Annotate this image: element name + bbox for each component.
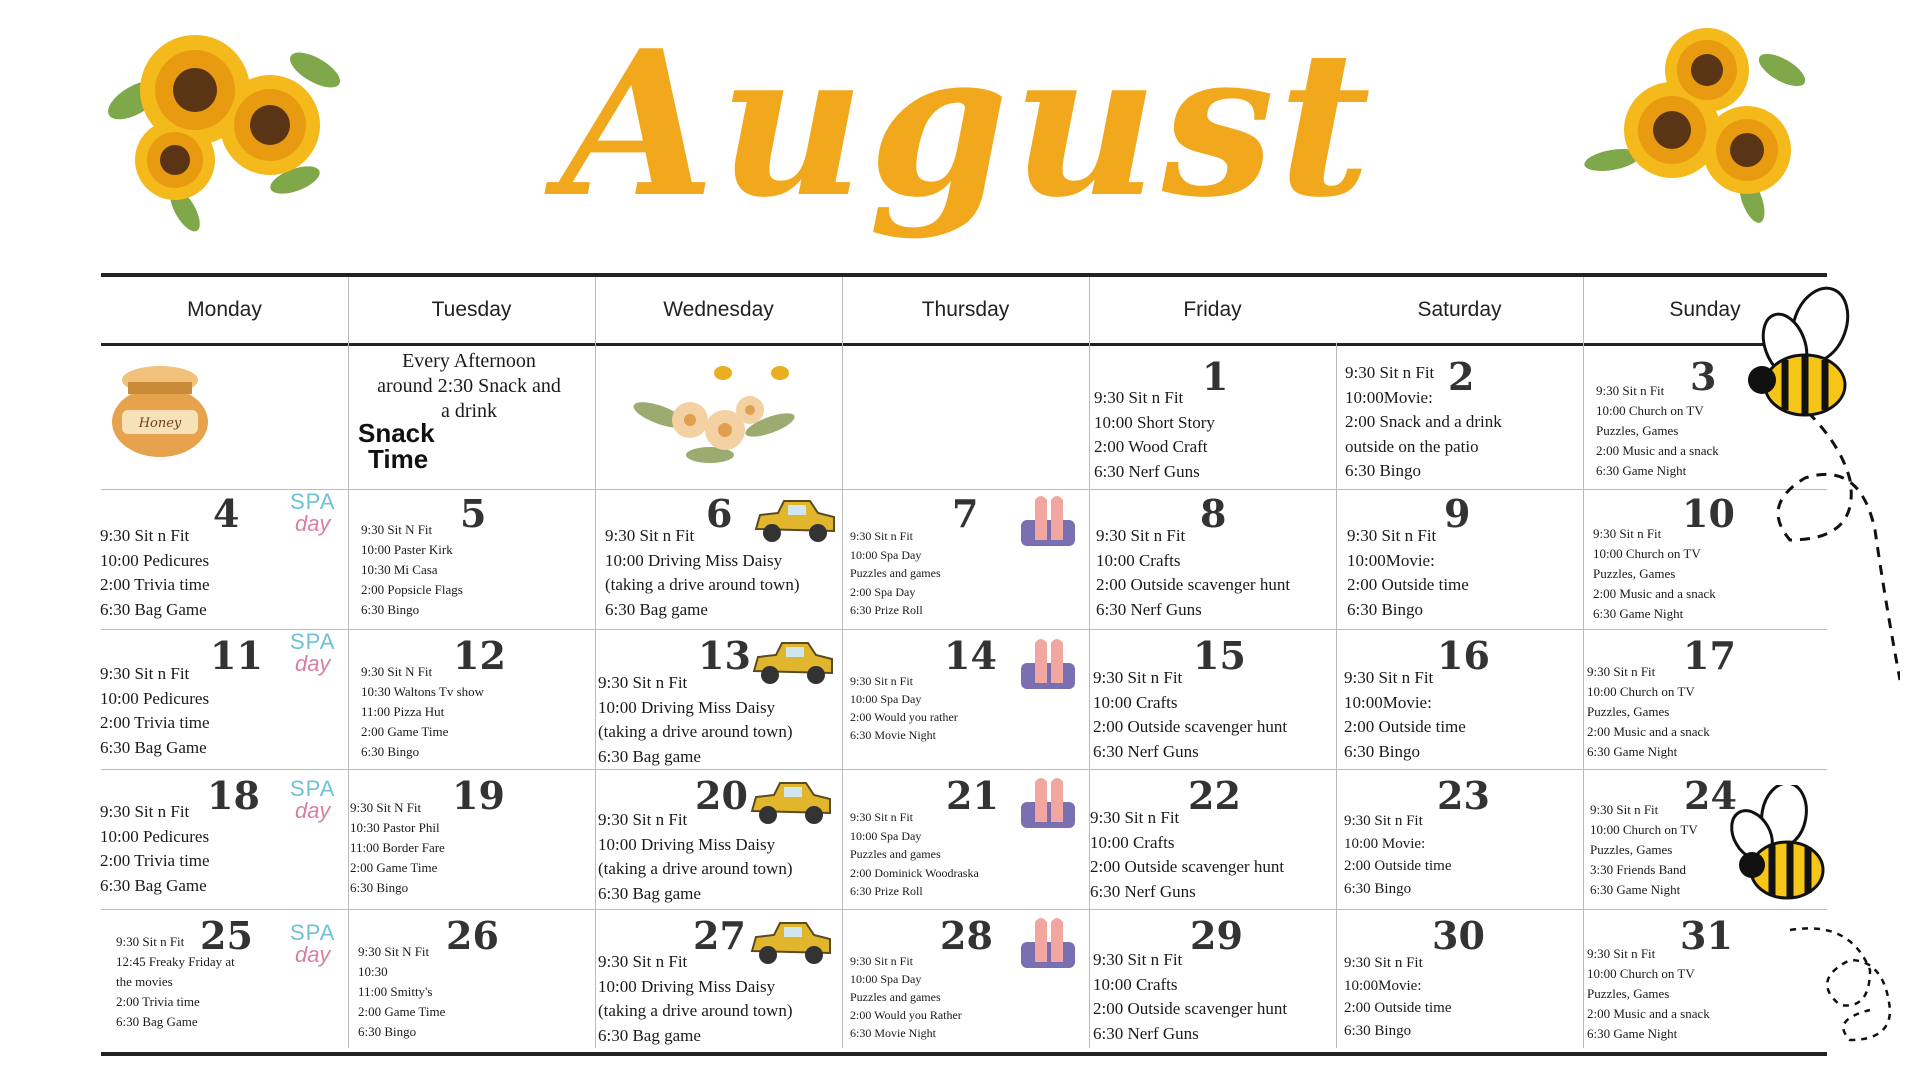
event-line: 10:30	[358, 964, 388, 979]
day-events	[358, 942, 445, 1042]
event-line: 9:30 Sit n Fit	[1096, 526, 1186, 545]
event-line: 10:00Movie:	[1344, 977, 1422, 994]
event-line: 6:30 Game Night	[1593, 606, 1684, 621]
event-line: 10:30 Mi Casa	[361, 562, 438, 577]
day-number: 13	[698, 633, 751, 678]
day-events	[1345, 361, 1502, 484]
header-wednesday: Wednesday	[663, 298, 774, 321]
day-events	[361, 662, 484, 762]
event-line: 10:00 Paster Kirk	[361, 542, 453, 557]
event-line: 10:00Movie:	[1345, 387, 1433, 407]
event-line: Puzzles, Games	[1596, 423, 1679, 438]
event-line: 9:30 Sit n Fit	[116, 934, 185, 949]
event-line: 9:30 Sit n Fit	[1344, 668, 1434, 687]
event-line: 6:30 Bingo	[361, 602, 420, 617]
day-events	[1587, 944, 1710, 1044]
day-number: 9	[1444, 491, 1471, 536]
event-line: 2:00 Dominick Woodraska	[850, 865, 979, 880]
note-line: Every Afternoon	[402, 350, 536, 372]
event-line: 6:30 Bingo	[1344, 741, 1421, 761]
event-line: 6:30 Game Night	[1587, 744, 1678, 759]
event-line: 9:30 Sit n Fit	[1587, 946, 1656, 961]
day-number: 3	[1690, 354, 1717, 399]
event-line: 6:30 Bag game	[598, 1025, 701, 1045]
spa-word: SPA	[290, 489, 336, 514]
event-line: 10:00 Driving Miss Daisy	[598, 976, 776, 996]
day-events	[598, 950, 793, 1048]
event-line: 6:30 Bag Game	[100, 875, 207, 895]
event-line: 2:00 Trivia time	[100, 575, 210, 594]
header-sunday: Sunday	[1669, 298, 1741, 321]
event-line: 10:00 Spa Day	[850, 972, 922, 986]
event-line: 6:30 Movie Night	[850, 728, 936, 742]
event-line: 10:00 Short Story	[1094, 412, 1215, 432]
day-events	[100, 800, 210, 898]
spa-word: SPA	[290, 776, 336, 801]
event-line: 10:00Movie:	[1344, 692, 1432, 712]
note-line: a drink	[440, 400, 498, 422]
event-line: 9:30 Sit n Fit	[100, 526, 190, 545]
event-line: (taking a drive around town)	[598, 1001, 793, 1020]
day-events	[1093, 948, 1287, 1046]
event-line: 2:00 Trivia time	[100, 851, 210, 870]
day-number: 8	[1200, 491, 1227, 536]
event-line: 9:30 Sit n Fit	[850, 810, 914, 824]
event-line: 10:00 Pedicures	[100, 826, 210, 846]
event-line: 9:30 Sit n Fit	[1093, 668, 1183, 687]
event-line: 10:00 Pedicures	[100, 550, 210, 570]
day-number: 24	[1684, 773, 1737, 818]
event-line: 2:00 Game Time	[358, 1004, 446, 1019]
header-thursday: Thursday	[921, 298, 1010, 321]
sunflower-bouquet-right-icon	[1582, 10, 1812, 235]
event-line: 9:30 Sit N Fit	[358, 944, 430, 959]
day-number: 6	[706, 491, 733, 536]
event-line: 2:00 Outside scavenger hunt	[1093, 999, 1288, 1018]
event-line: 9:30 Sit n Fit	[1590, 802, 1659, 817]
event-line: 10:00 Spa Day	[850, 547, 922, 562]
day-events	[850, 952, 962, 1042]
event-line: Puzzles and games	[850, 566, 941, 580]
day-number: 16	[1437, 633, 1490, 678]
event-line: 9:30 Sit N Fit	[350, 800, 422, 815]
day-events	[1587, 662, 1710, 762]
event-line: 9:30 Sit n Fit	[100, 664, 190, 683]
event-line: 2:00 Music and a snack	[1587, 724, 1710, 739]
spa-pedicure-icon	[1017, 633, 1079, 705]
event-line: 6:30 Bag game	[598, 746, 701, 766]
event-line: 6:30 Bag game	[598, 883, 701, 903]
day-number: 22	[1188, 773, 1241, 818]
spa-day-logo	[290, 922, 335, 966]
header-tuesday: Tuesday	[431, 298, 512, 321]
event-line: 6:30 Prize Roll	[850, 884, 923, 898]
snack-logo-word: Time	[368, 444, 429, 474]
day-number: 18	[207, 773, 260, 818]
day-number: 4	[213, 491, 240, 536]
day-number: 12	[453, 633, 506, 678]
event-line: 10:00 Crafts	[1090, 832, 1175, 852]
event-line: Puzzles, Games	[1587, 704, 1670, 719]
day-events	[1590, 800, 1698, 900]
event-line: 10:00 Spa Day	[850, 828, 922, 843]
event-line: 6:30 Nerf Guns	[1093, 741, 1199, 761]
spa-day-logo	[290, 491, 335, 535]
event-line: 12:45 Freaky Friday at	[116, 954, 235, 969]
day-number: 23	[1437, 773, 1490, 818]
day-number: 26	[446, 913, 499, 958]
day-number: 30	[1432, 913, 1485, 958]
event-line: Puzzles, Games	[1590, 842, 1673, 857]
event-line: 10:00Movie:	[1347, 550, 1435, 570]
bee-icon	[1722, 785, 1842, 915]
bee-icon	[1740, 285, 1870, 435]
event-line: outside on the patio	[1345, 436, 1479, 456]
event-line: 2:00 Would you Rather	[850, 1008, 962, 1022]
event-line: 9:30 Sit n Fit	[1093, 950, 1183, 969]
event-line: 6:30 Nerf Guns	[1094, 461, 1200, 481]
event-line: 10:00 Church on TV	[1590, 822, 1698, 837]
event-line: 2:00 Snack and a drink	[1345, 412, 1502, 431]
event-line: 6:30 Nerf Guns	[1096, 599, 1202, 619]
day-word: day	[294, 798, 331, 823]
event-line: 10:00 Pedicures	[100, 688, 210, 708]
event-line: Puzzles and games	[850, 847, 941, 861]
spa-day-logo	[290, 778, 335, 822]
event-line: Puzzles, Games	[1593, 566, 1676, 581]
event-line: 11:00 Border Fare	[350, 840, 445, 855]
event-line: 9:30 Sit n Fit	[1094, 388, 1184, 407]
event-line: 2:00 Trivia time	[100, 713, 210, 732]
event-line: 9:30 Sit N Fit	[361, 522, 433, 537]
event-line: 6:30 Game Night	[1587, 1026, 1678, 1041]
event-line: 2:00 Outside time	[1344, 1000, 1452, 1016]
event-line: 9:30 Sit n Fit	[598, 952, 688, 971]
event-line: 2:00 Outside time	[1344, 858, 1452, 874]
day-events	[1347, 524, 1469, 622]
event-line: (taking a drive around town)	[605, 575, 800, 594]
event-line: 6:30 Bingo	[1344, 1022, 1412, 1039]
day-events	[598, 671, 793, 769]
event-line: 11:00 Smitty's	[358, 984, 433, 999]
day-events	[850, 527, 941, 620]
event-line: 6:30 Prize Roll	[850, 603, 923, 617]
day-events	[100, 662, 210, 760]
event-line: 6:30 Bag Game	[100, 737, 207, 757]
event-line: 9:30 Sit n Fit	[1596, 383, 1665, 398]
event-line: 10:00 Crafts	[1093, 974, 1178, 994]
day-number: 11	[210, 633, 263, 678]
day-number: 31	[1680, 913, 1733, 958]
event-line: 6:30 Bag Game	[116, 1014, 198, 1029]
day-events	[1344, 810, 1452, 900]
month-title: August	[560, 7, 1375, 242]
event-line: 6:30 Bingo	[1345, 461, 1422, 480]
event-line: 6:30 Bingo	[358, 1024, 417, 1039]
event-line: 10:00 Church on TV	[1587, 684, 1695, 699]
header-saturday: Saturday	[1417, 298, 1502, 321]
event-line: the movies	[116, 974, 173, 989]
event-line: 2:00 Would you rather	[850, 710, 958, 724]
event-line: 2:00 Music and a snack	[1596, 443, 1719, 458]
event-line: 6:30 Bingo	[1344, 880, 1412, 897]
afternoon-snack-note	[349, 349, 589, 424]
day-events	[361, 520, 463, 620]
day-events	[850, 672, 958, 744]
event-line: 10:00 Driving Miss Daisy	[598, 697, 776, 717]
event-line: 9:30 Sit n Fit	[598, 673, 688, 692]
day-events	[1344, 666, 1466, 764]
day-word: day	[294, 942, 331, 967]
event-line: 10:00 Crafts	[1096, 550, 1181, 570]
day-number: 29	[1190, 913, 1243, 958]
day-events	[1093, 666, 1287, 764]
day-number: 19	[452, 773, 505, 818]
event-line: 6:30 Game Night	[1596, 463, 1687, 478]
header-friday: Friday	[1183, 298, 1242, 321]
event-line: 2:00 Wood Craft	[1094, 437, 1208, 456]
event-line: 2:00 Outside scavenger hunt	[1093, 717, 1288, 736]
day-events	[1344, 952, 1452, 1042]
day-events	[1593, 524, 1716, 624]
event-line: 6:30 Bag game	[605, 599, 708, 619]
day-number: 28	[940, 913, 993, 958]
event-line: 9:30 Sit n Fit	[850, 954, 914, 968]
day-events	[1090, 806, 1284, 904]
day-events	[1096, 524, 1290, 622]
event-line: 2:00 Music and a snack	[1587, 1006, 1710, 1021]
day-number: 27	[693, 913, 746, 958]
event-line: 9:30 Sit n Fit	[100, 802, 190, 821]
honey-label: Honey	[138, 416, 182, 431]
day-number: 20	[695, 773, 748, 818]
day-events	[350, 798, 445, 898]
event-line: 9:30 Sit n Fit	[850, 529, 914, 543]
note-line: around 2:30 Snack and	[377, 375, 561, 397]
event-line: 10:30 Waltons Tv show	[361, 684, 485, 699]
event-line: 2:00 Outside time	[1344, 717, 1466, 736]
day-number: 1	[1202, 354, 1229, 399]
snack-time-logo	[358, 420, 435, 472]
spa-day-logo	[290, 631, 335, 675]
spa-word: SPA	[290, 920, 336, 945]
event-line: 10:00 Movie:	[1344, 835, 1426, 852]
event-line: 6:30 Nerf Guns	[1090, 881, 1196, 901]
event-line: (taking a drive around town)	[598, 722, 793, 741]
event-line: 2:00 Music and a snack	[1593, 586, 1716, 601]
day-word: day	[294, 651, 331, 676]
day-number: 5	[460, 491, 487, 536]
event-line: Puzzles and games	[850, 990, 941, 1004]
spa-word: SPA	[290, 629, 336, 654]
spa-pedicure-icon	[1017, 772, 1079, 844]
day-events	[100, 524, 210, 622]
event-line: 10:00 Driving Miss Daisy	[598, 834, 776, 854]
event-line: 9:30 Sit n Fit	[850, 674, 914, 688]
event-line: 9:30 Sit N Fit	[361, 664, 433, 679]
day-events	[1094, 386, 1215, 484]
event-line: 6:30 Movie Night	[850, 1026, 936, 1040]
event-line: 10:00 Crafts	[1093, 692, 1178, 712]
event-line: 9:30 Sit n Fit	[1347, 526, 1437, 545]
event-line: 2:00 Trivia time	[116, 994, 200, 1009]
event-line: 9:30 Sit n Fit	[1593, 526, 1662, 541]
event-line: 9:30 Sit n Fit	[1344, 955, 1423, 971]
day-number: 2	[1448, 354, 1475, 399]
sunflower-bouquet-left-icon	[95, 10, 350, 245]
day-number: 17	[1683, 633, 1736, 678]
event-line: 6:30 Nerf Guns	[1093, 1023, 1199, 1043]
day-number: 21	[946, 773, 999, 818]
event-line: 10:00 Church on TV	[1587, 966, 1695, 981]
event-line: 10:30 Pastor Phil	[350, 820, 440, 835]
event-line: 6:30 Game Night	[1590, 882, 1681, 897]
day-number: 15	[1193, 633, 1246, 678]
event-line: 2:00 Game Time	[350, 860, 438, 875]
day-number: 10	[1682, 491, 1735, 536]
day-events	[605, 524, 800, 622]
event-line: 11:00 Pizza Hut	[361, 704, 445, 719]
event-line: 10:00 Church on TV	[1596, 403, 1704, 418]
event-line: 2:00 Outside time	[1347, 575, 1469, 594]
header-monday: Monday	[187, 298, 262, 321]
flowers-with-bees-icon	[630, 355, 800, 475]
day-number: 14	[944, 633, 997, 678]
event-line: 9:30 Sit n Fit	[1090, 808, 1180, 827]
event-line: 6:30 Bingo	[361, 744, 420, 759]
event-line: 2:00 Outside scavenger hunt	[1090, 857, 1285, 876]
event-line: 6:30 Bingo	[1347, 599, 1424, 619]
spa-pedicure-icon	[1017, 490, 1079, 562]
event-line: 6:30 Bag Game	[100, 599, 207, 619]
day-events	[116, 932, 235, 1032]
day-events	[598, 808, 793, 906]
event-line: Puzzles, Games	[1587, 986, 1670, 1001]
event-line: 6:30 Bingo	[350, 880, 409, 895]
day-word: day	[294, 511, 331, 536]
event-line: 9:30 Sit n Fit	[1345, 363, 1435, 382]
event-line: 10:00 Church on TV	[1593, 546, 1701, 561]
event-line: 9:30 Sit n Fit	[598, 810, 688, 829]
snack-logo-word: Snack	[358, 418, 435, 448]
event-line: 3:30 Friends Band	[1590, 862, 1687, 877]
event-line: (taking a drive around town)	[598, 859, 793, 878]
event-line: 2:00 Outside scavenger hunt	[1096, 575, 1291, 594]
day-number: 25	[200, 913, 253, 958]
honey-pot-icon	[108, 360, 213, 460]
event-line: 2:00 Game Time	[361, 724, 449, 739]
event-line: 10:00 Driving Miss Daisy	[605, 550, 783, 570]
day-number: 7	[952, 491, 979, 536]
day-events	[850, 808, 979, 901]
event-line: 2:00 Spa Day	[850, 584, 916, 599]
spa-pedicure-icon	[1017, 912, 1079, 984]
event-line: 9:30 Sit n Fit	[1344, 813, 1423, 829]
event-line: 9:30 Sit n Fit	[1587, 664, 1656, 679]
event-line: 10:00 Spa Day	[850, 692, 922, 706]
event-line: 2:00 Popsicle Flags	[361, 582, 463, 597]
event-line: 9:30 Sit n Fit	[605, 526, 695, 545]
